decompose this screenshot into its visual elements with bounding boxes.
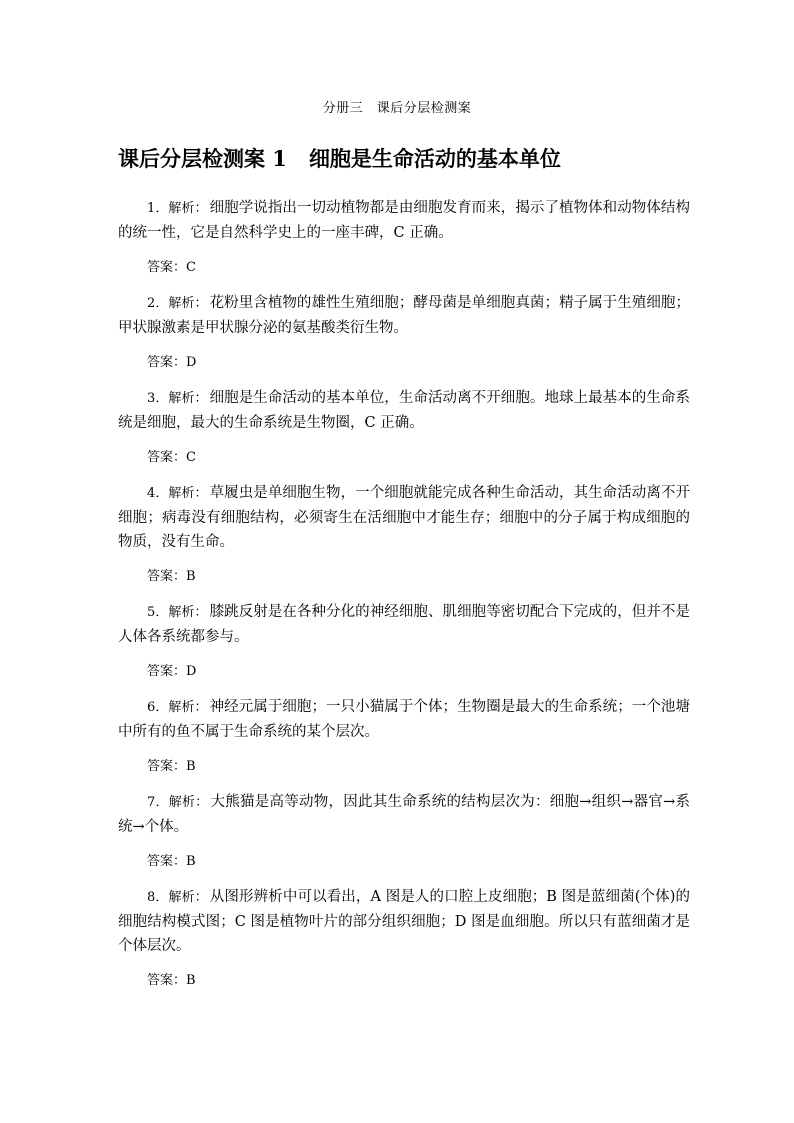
analysis-text: 膝跳反射是在各种分化的神经细胞、肌细胞等密切配合下完成的，但并不是人体各系统都参与。 [118,604,690,645]
question-number: 8． [147,890,169,905]
analysis-text: 细胞学说指出一切动植物都是由细胞发育而来，揭示了植物体和动物体结构的统一性，它是自然科学史上的一座丰碑，C 正确。 [118,200,690,241]
answer-value: B [186,973,196,988]
question-item [118,196,690,280]
answer-value: B [186,569,196,584]
answer-line [118,660,690,684]
answer-label: 答案： [147,569,187,584]
answer-line [118,256,690,280]
answer-line [118,969,690,993]
analysis-label: 解析： [168,890,208,905]
answer-label: 答案： [147,854,187,869]
answer-value: D [186,664,197,679]
answer-line [118,446,690,470]
analysis-paragraph [118,885,690,958]
answer-label: 答案： [147,759,187,774]
analysis-paragraph [118,386,690,435]
answer-value: D [186,355,197,370]
answer-label: 答案： [147,355,187,370]
answer-value: B [186,854,196,869]
question-number: 2． [147,296,169,311]
question-number: 5． [147,605,169,620]
answer-value: B [186,759,196,774]
analysis-paragraph [118,695,690,744]
question-item [118,695,690,779]
analysis-text: 大熊猫是高等动物，因此其生命系统的结构层次为：细胞→组织→器官→系统→个体。 [118,794,690,835]
analysis-label: 解析： [168,700,208,715]
analysis-paragraph [118,196,690,245]
answer-value: C [186,260,196,275]
answer-label: 答案： [147,664,187,679]
analysis-label: 解析： [168,296,208,311]
answer-value: C [186,450,196,465]
answer-line [118,755,690,779]
analysis-label: 解析： [168,391,208,406]
analysis-text: 神经元属于细胞；一只小猫属于个体；生物圈是最大的生命系统；一个池塘中所有的鱼不属于生命系统的某个层次。 [118,699,690,740]
answer-list [118,196,690,993]
title-main: 细胞是生命活动的基本单位 [308,146,561,171]
question-item [118,481,690,589]
document-title [118,146,561,172]
analysis-label: 解析： [168,795,209,810]
question-item [118,600,690,684]
answer-line [118,565,690,589]
analysis-text: 从图形辨析中可以看出，A 图是人的口腔上皮细胞；B 图是蓝细菌(个体)的细胞结构模式图；C 图是植物叶片的部分组织细胞；D 图是血细胞。所以只有蓝细菌才是个体层次。 [118,889,690,954]
analysis-paragraph [118,291,690,340]
question-number: 7． [147,795,169,810]
answer-label: 答案： [147,450,187,465]
question-item [118,386,690,470]
answer-line [118,850,690,874]
question-item [118,790,690,874]
analysis-text: 草履虫是单细胞生物，一个细胞就能完成各种生命活动，其生命活动离不开细胞；病毒没有细胞结构，必须寄生在活细胞中才能生存；细胞中的分子属于构成细胞的物质，没有生命。 [118,485,690,550]
analysis-label: 解析： [168,605,208,620]
analysis-paragraph [118,790,690,839]
question-item [118,885,690,993]
title-prefix: 课后分层检测案 1 [118,146,287,171]
question-number: 1． [147,201,169,216]
analysis-text: 花粉里含植物的雄性生殖细胞；酵母菌是单细胞真菌；精子属于生殖细胞；甲状腺激素是甲状腺分泌的氨基酸类衍生物。 [118,295,690,336]
question-number: 3． [147,391,169,406]
answer-label: 答案： [147,973,187,988]
analysis-text: 细胞是生命活动的基本单位，生命活动离不开细胞。地球上最基本的生命系统是细胞，最大的生命系统是生物圈，C 正确。 [118,390,690,431]
answer-line [118,351,690,375]
analysis-paragraph [118,600,690,649]
question-item [118,291,690,375]
analysis-paragraph [118,481,690,554]
answer-label: 答案： [147,260,187,275]
analysis-label: 解析： [168,486,208,501]
analysis-label: 解析： [168,201,208,216]
section-header: 分册三 课后分层检测案 [322,101,472,116]
question-number: 4． [147,486,169,501]
question-number: 6． [147,700,169,715]
